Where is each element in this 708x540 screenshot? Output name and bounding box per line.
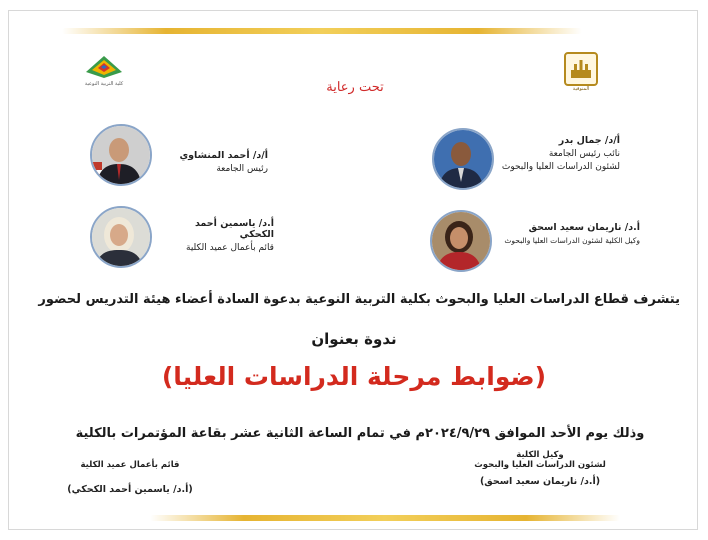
official-vice-president [500, 135, 620, 172]
signature-name: (أ.د/ ناريمان سعيد اسحق) [479, 476, 601, 487]
official-title: قائم بأعمال عميد الكلية [186, 243, 274, 253]
top-gold-divider [62, 28, 582, 34]
official-president [168, 150, 268, 174]
seminar-label: ندوة بعنوان [311, 330, 397, 348]
invitation-announcement: يتشرف قطاع الدراسات العليا والبحوث بكلية التربية النوعية بدعوة السادة أعضاء هيئة التدريس لحضور [38, 292, 680, 307]
official-title-line2: لشئون الدراسات العليا والبحوث [501, 162, 620, 172]
official-name: أ/د/ أحمد المنشاوي [179, 150, 268, 161]
portrait-photo-acting-dean [90, 206, 152, 268]
faculty-logo-caption: كلية التربية النوعية [84, 81, 124, 87]
official-vice-dean [495, 222, 640, 245]
signature-title-line2: لشئون الدراسات العليا والبحوث [474, 460, 606, 470]
portrait-photo-president [90, 124, 152, 186]
official-title: وكيل الكلية لشئون الدراسات العليا والبحوث [504, 236, 640, 245]
patronage-heading: تحت رعاية [326, 80, 384, 95]
official-name: أ.د/ ناريمان سعيد اسحق [528, 222, 640, 233]
official-acting-dean [164, 218, 274, 253]
official-name: أ/د/ جمال بدر [558, 135, 620, 146]
faculty-logo-icon [80, 52, 128, 80]
signature-title: وكيل الكلية [516, 450, 564, 460]
signature-title: قائم بأعمال عميد الكلية [80, 460, 180, 470]
official-title: رئيس الجامعة [216, 164, 268, 174]
bottom-gold-divider [150, 515, 620, 521]
portrait-photo-vice-dean [430, 210, 492, 272]
signature-acting-dean [60, 460, 200, 495]
official-title: نائب رئيس الجامعة [548, 149, 620, 159]
university-logo-caption: المنوفية [572, 86, 590, 92]
date-time-venue: وذلك يوم الأحد الموافق ٢٠٢٤/٩/٢٩م في تمام الساعة الثانية عشر بقاعة المؤتمرات بالكلية [75, 426, 645, 441]
signature-vice-dean [470, 450, 610, 487]
seminar-topic: (ضوابط مرحلة الدراسات العليا) [161, 362, 547, 391]
faculty-logo [78, 52, 130, 87]
official-name: أ.د/ ياسمين أحمد الكحكي [194, 218, 274, 240]
university-logo [560, 52, 602, 92]
portrait-photo-vice-president [432, 128, 494, 190]
signature-name: (أ.د/ ياسمين أحمد الكحكي) [67, 484, 193, 495]
university-logo-icon [564, 52, 598, 86]
